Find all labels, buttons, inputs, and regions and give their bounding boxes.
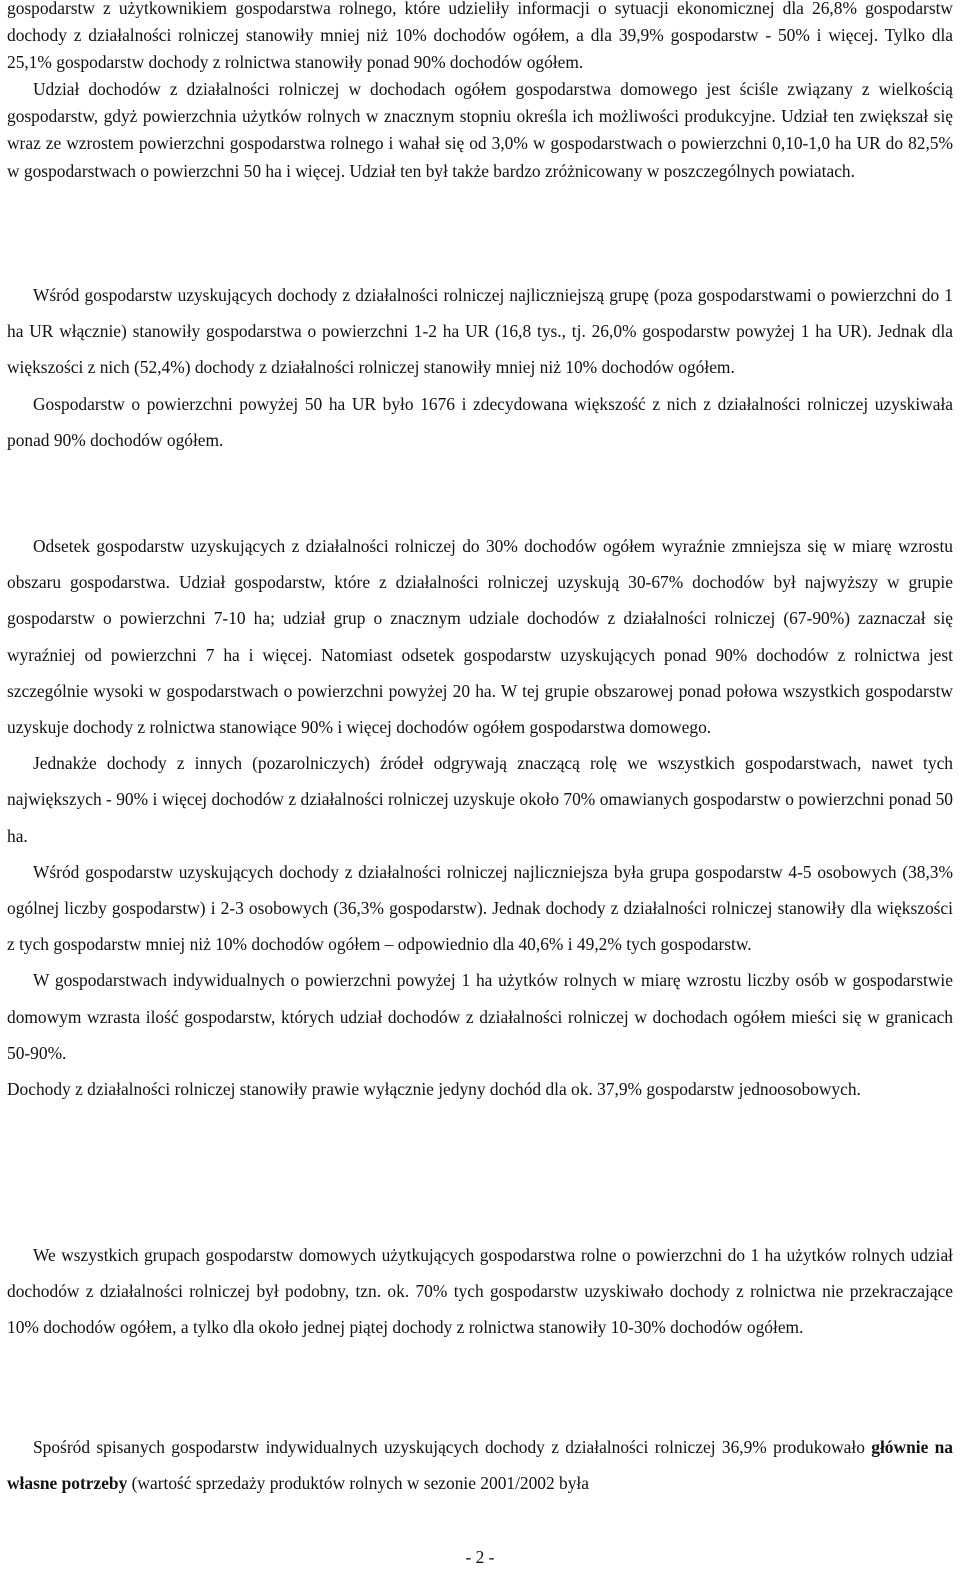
paragraph-non-farm-sources: Jednakże dochody z innych (pozarolniczych) źródeł odgrywają znaczącą rolę we wszystkich gospodarstwach, nawet tych największych - 90% i więcej dochodów z działalności rolniczej uzyskuje około 70% omawianych gospodarstw o powierzchni ponad 50 ha. bbox=[7, 753, 953, 846]
top-text-block bbox=[7, 0, 953, 185]
paragraph-own-needs-start: Spośród spisanych gospodarstw indywidualnych uzyskujących dochody z działalności rolniczej 36,9% produkowało bbox=[33, 1437, 865, 1457]
section-own-needs bbox=[7, 1429, 953, 1501]
paragraph-single-person: Dochody z działalności rolniczej stanowiły prawie wyłącznie jedyny dochód dla ok. 37,9% gospodarstw jednoosobowych. bbox=[7, 1079, 861, 1100]
section-largest-group bbox=[7, 277, 953, 458]
paragraph-household-size: Wśród gospodarstw uzyskujących dochody z działalności rolniczej najliczniejsza była grupa gospodarstw 4-5 osobowych (38,3% ogólnej liczby gospodarstw) i 2-3 osobowych (36,3% gospodarstw). Jednak dochody z działalności rolniczej stanowiły dla większości z tych gospodarstw mniej niż 10% dochodów ogółem – odpowiednio dla 40,6% i 49,2% tych gospodarstw. bbox=[7, 861, 953, 955]
paragraph-small-farms: We wszystkich grupach gospodarstw domowych użytkujących gospodarstwa rolne o powierzchni do 1 ha użytków rolnych udział dochodów z działalności rolniczej był podobny, tzn. ok. 70% tych gospodarstw uzyskiwało dochody z rolnictwa nie przekraczające 10% dochodów ogółem, a tylko dla około jednej piątej dochody z rolnictwa stanowiły 10-30% dochodów ogółem. bbox=[7, 1245, 953, 1338]
paragraph-individual-farms: W gospodarstwach indywidualnych o powierzchni powyżej 1 ha użytków rolnych w miarę wzrostu liczby osób w gospodarstwie domowym wzrasta ilość gospodarstw, których udział dochodów z działalności rolniczej w dochodach ogółem mieści się w granicach 50-90%. bbox=[7, 970, 953, 1063]
section-small-farms bbox=[7, 1237, 953, 1346]
paragraph-own-needs bbox=[7, 1429, 953, 1501]
paragraph-over-50ha: Gospodarstw o powierzchni powyżej 50 ha UR było 1676 i zdecydowana większość z nich z działalności rolniczej uzyskiwała ponad 90% dochodów ogółem. bbox=[7, 393, 953, 450]
paragraph-share-decrease: Odsetek gospodarstw uzyskujących z działalności rolniczej do 30% dochodów ogółem wyraźnie zmniejsza się w miarę wzrostu obszaru gospodarstwa. Udział gospodarstw, które z działalności rolniczej uzyskują 30-67% dochodów był najwyższy w grupie gospodarstw o powierzchni 7-10 ha; udział grup o znacznym udziale dochodów z działalności rolniczej (67-90%) zaznaczał się wyraźniej od powierzchni 7 ha i więcej. Natomiast odsetek gospodarstw uzyskujących ponad 90% dochodów z rolnictwa jest szczególnie wysoki w gospodarstwach o powierzchni powyżej 20 ha. W tej grupie obszarowej ponad połowa wszystkich gospodarstw uzyskuje dochody z rolnictwa stanowiące 90% i więcej dochodów ogółem gospodarstwa domowego. bbox=[7, 536, 953, 738]
section-income-share-groups bbox=[7, 528, 953, 1107]
paragraph-largest-group: Wśród gospodarstw uzyskujących dochody z działalności rolniczej najliczniejszą grupę (poza gospodarstwami o powierzchni do 1 ha UR włącznie) stanowiły gospodarstwa o powierzchni 1-2 ha UR (16,8 tys., tj. 26,0% gospodarstw powyżej 1 ha UR). Jednak dla większości z nich (52,4%) dochody z działalności rolniczej stanowiły mniej niż 10% dochodów ogółem. bbox=[7, 285, 953, 378]
paragraph-continued: gospodarstw z użytkownikiem gospodarstwa rolnego, które udzieliły informacji o sytuacji ekonomicznej dla 26,8% gospodarstw dochody z działalności rolniczej stanowiły mniej niż 10% dochodów ogółem, a dla 39,9% gospodarstw - 50% i więcej. Tylko dla 25,1% gospodarstw dochody z rolnictwa stanowiły ponad 90% dochodów ogółem. bbox=[7, 0, 953, 73]
page-number: - 2 - bbox=[465, 1547, 495, 1567]
paragraph-income-share bbox=[7, 76, 953, 184]
paragraph-income-share-part1: Udział dochodów z działalności rolniczej w dochodach ogółem gospodarstwa domowego jest ściśle związany z wielkością gospodarstw, gdyż powierzchnia użytków rolnych w znacznym stopniu określa ich możliwości produkcyjne. bbox=[7, 79, 953, 127]
paragraph-own-needs-end: (wartość sprzedaży produktów rolnych w sezonie 2001/2002 była bbox=[131, 1473, 589, 1494]
own-needs-emphasis: głównie na własne potrzeby bbox=[7, 1437, 954, 1494]
paragraph-income-share-part2: Udział ten zwiększał się wraz ze wzrostem powierzchni gospodarstwa rolnego i wahał się od 3,0% w gospodarstwach o powierzchni 0,10-1,0 ha UR do 82,5% w gospodarstwach o powierzchni 50 ha i więcej. Udział ten był także bardzo zróżnicowany w poszczególnych powiatach. bbox=[7, 106, 953, 181]
